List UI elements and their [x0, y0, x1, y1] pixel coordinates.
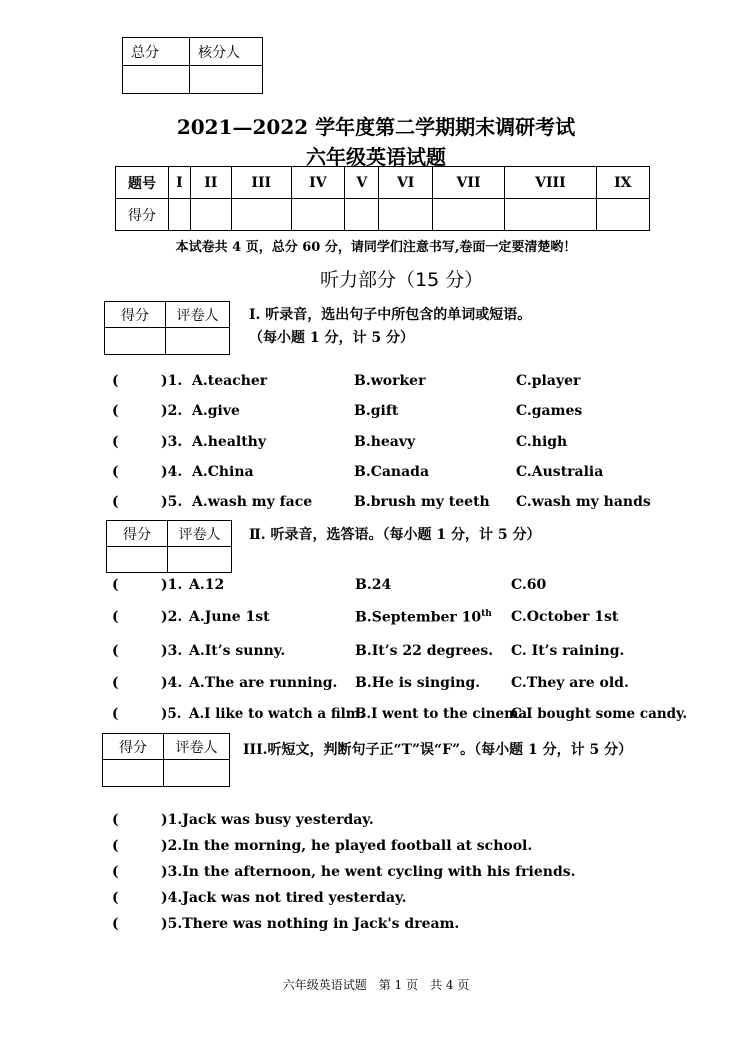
- question-number: )3.: [161, 434, 183, 450]
- question-number: )2.: [161, 609, 183, 625]
- list-item: [112, 403, 712, 423]
- grader-label: 评卷人: [166, 302, 230, 328]
- score-cell[interactable]: [505, 199, 596, 231]
- answer-paren[interactable]: (: [112, 643, 119, 659]
- option-c: C.wash my hands: [516, 494, 651, 510]
- list-item: [112, 434, 712, 454]
- ordinal-suffix: th: [481, 609, 492, 619]
- total-label: 总分: [123, 38, 190, 66]
- score-cell[interactable]: [596, 199, 649, 231]
- score-col-header: V: [345, 167, 379, 199]
- option-b-text: B.September 10: [355, 609, 482, 626]
- page-footer: 六年级英语试题 第 1 页 共 4 页: [282, 978, 470, 992]
- grader-cell[interactable]: [164, 760, 230, 787]
- answer-paren[interactable]: (: [112, 864, 119, 880]
- grader-cell[interactable]: [168, 547, 232, 573]
- section1-title: Ⅰ. 听录音，选出句子中所包含的单词或短语。: [249, 307, 532, 323]
- question-number: )5.: [161, 494, 183, 510]
- grader-label: 评卷人: [164, 734, 230, 760]
- answer-paren[interactable]: (: [112, 890, 119, 906]
- option-b: B.Canada: [354, 464, 430, 480]
- list-item: [112, 675, 712, 695]
- score-cell[interactable]: [105, 328, 166, 355]
- option-b: B.I went to the cinema.: [355, 706, 532, 722]
- list-item: [112, 609, 712, 629]
- exam-subtitle: 六年级英语试题: [306, 145, 446, 169]
- option-c: C.high: [516, 434, 568, 450]
- total-score-box: [122, 37, 263, 94]
- option-c: C.60: [511, 577, 547, 593]
- score-table-row2-label: 得分: [116, 199, 169, 231]
- statement-text: )2.In the morning, he played football at school.: [161, 838, 533, 854]
- answer-paren[interactable]: (: [112, 577, 119, 593]
- option-a: A.wash my face: [192, 494, 313, 510]
- option-c: C.They are old.: [511, 675, 629, 691]
- score-col-header: I: [169, 167, 191, 199]
- score-cell[interactable]: [291, 199, 344, 231]
- answer-paren[interactable]: (: [112, 706, 119, 722]
- score-table-score-row: [116, 199, 650, 231]
- score-label: 得分: [105, 302, 166, 328]
- list-item: [112, 643, 712, 663]
- score-table-row1-label: 题号: [116, 167, 169, 199]
- list-item: [112, 494, 712, 514]
- section2-title: Ⅱ. 听录音，选答语。（每小题 1 分，计 5 分）: [249, 527, 541, 543]
- option-a: A.June 1st: [189, 609, 270, 625]
- option-b: [355, 609, 492, 626]
- option-c: C.October 1st: [511, 609, 619, 625]
- option-c: C.I bought some candy.: [511, 706, 688, 722]
- score-col-header: VII: [432, 167, 504, 199]
- question-number: )3.: [161, 643, 183, 659]
- option-a: A.I like to watch a film.: [189, 706, 365, 722]
- option-a: A.The are running.: [189, 675, 338, 691]
- answer-paren[interactable]: (: [112, 609, 119, 625]
- question-number: )2.: [161, 403, 183, 419]
- checker-label: 核分人: [190, 38, 263, 66]
- question-number: )4.: [161, 675, 183, 691]
- answer-paren[interactable]: (: [112, 812, 119, 828]
- score-table: [115, 166, 650, 231]
- listening-heading: 听力部分（15 分）: [320, 269, 484, 291]
- list-item: [112, 838, 712, 858]
- grader-cell[interactable]: [166, 328, 230, 355]
- question-number: )1.: [161, 373, 183, 389]
- question-number: )5.: [161, 706, 182, 722]
- statement-text: )4.Jack was not tired yesterday.: [161, 890, 407, 906]
- score-col-header: II: [190, 167, 231, 199]
- option-a: A.give: [192, 403, 240, 419]
- question-number: )4.: [161, 464, 183, 480]
- statement-text: )1.Jack was busy yesterday.: [161, 812, 374, 828]
- checker-cell[interactable]: [190, 66, 263, 94]
- option-b: B.brush my teeth: [354, 494, 490, 510]
- answer-paren[interactable]: (: [112, 403, 119, 419]
- section1-scoring: （每小题 1 分，计 5 分）: [249, 330, 414, 346]
- option-b: B.It’s 22 degrees.: [355, 643, 494, 659]
- option-a: A.teacher: [192, 373, 268, 389]
- list-item: [112, 706, 712, 726]
- option-c: C. It’s raining.: [511, 643, 625, 659]
- score-cell[interactable]: [345, 199, 379, 231]
- score-label: 得分: [103, 734, 164, 760]
- list-item: [112, 864, 712, 884]
- option-b: B.worker: [354, 373, 426, 389]
- list-item: [112, 373, 712, 393]
- option-c: C.player: [516, 373, 581, 389]
- statement-text: )5.There was nothing in Jack's dream.: [161, 916, 460, 932]
- option-b: B.heavy: [354, 434, 416, 450]
- score-col-header: IV: [291, 167, 344, 199]
- section3-grader-box: [102, 733, 230, 787]
- option-c: C.Australia: [516, 464, 604, 480]
- option-b: B.24: [355, 577, 392, 593]
- score-col-header: IX: [596, 167, 649, 199]
- option-a: A.It’s sunny.: [189, 643, 286, 659]
- answer-paren[interactable]: (: [112, 838, 119, 854]
- list-item: [112, 890, 712, 910]
- exam-title: 2021—2022 学年度第二学期期末调研考试: [176, 115, 576, 139]
- score-cell[interactable]: [190, 199, 231, 231]
- score-label: 得分: [107, 521, 168, 547]
- total-cell[interactable]: [123, 66, 190, 94]
- score-cell[interactable]: [231, 199, 291, 231]
- list-item: [112, 812, 712, 832]
- grader-label: 评卷人: [168, 521, 232, 547]
- score-cell[interactable]: [432, 199, 504, 231]
- option-b: B.gift: [354, 403, 399, 419]
- statement-text: )3.In the afternoon, he went cycling with his friends.: [161, 864, 576, 880]
- answer-paren[interactable]: (: [112, 373, 119, 389]
- question-number: )1.: [161, 577, 183, 593]
- score-cell[interactable]: [107, 547, 168, 573]
- score-col-header: III: [231, 167, 291, 199]
- score-cell[interactable]: [169, 199, 191, 231]
- answer-paren[interactable]: (: [112, 675, 119, 691]
- list-item: [112, 577, 712, 597]
- score-cell[interactable]: [379, 199, 432, 231]
- answer-paren[interactable]: (: [112, 434, 119, 450]
- answer-paren[interactable]: (: [112, 916, 119, 932]
- section2-grader-box: [106, 520, 232, 573]
- answer-paren[interactable]: (: [112, 494, 119, 510]
- score-col-header: VIII: [505, 167, 596, 199]
- option-a: A.12: [189, 577, 225, 593]
- list-item: [112, 916, 712, 936]
- option-a: A.China: [192, 464, 254, 480]
- score-table-header-row: [116, 167, 650, 199]
- score-cell[interactable]: [103, 760, 164, 787]
- option-c: C.games: [516, 403, 583, 419]
- section3-title: III.听短文，判断句子正“T”误“F”。（每小题 1 分，计 5 分）: [243, 742, 633, 758]
- list-item: [112, 464, 712, 484]
- option-a: A.healthy: [192, 434, 266, 450]
- answer-paren[interactable]: (: [112, 464, 119, 480]
- exam-note: 本试卷共 4 页，总分 60 分，请同学们注意书写,卷面一定要清楚哟！: [175, 240, 577, 255]
- score-col-header: VI: [379, 167, 432, 199]
- option-b: B.He is singing.: [355, 675, 481, 691]
- section1-grader-box: [104, 301, 230, 355]
